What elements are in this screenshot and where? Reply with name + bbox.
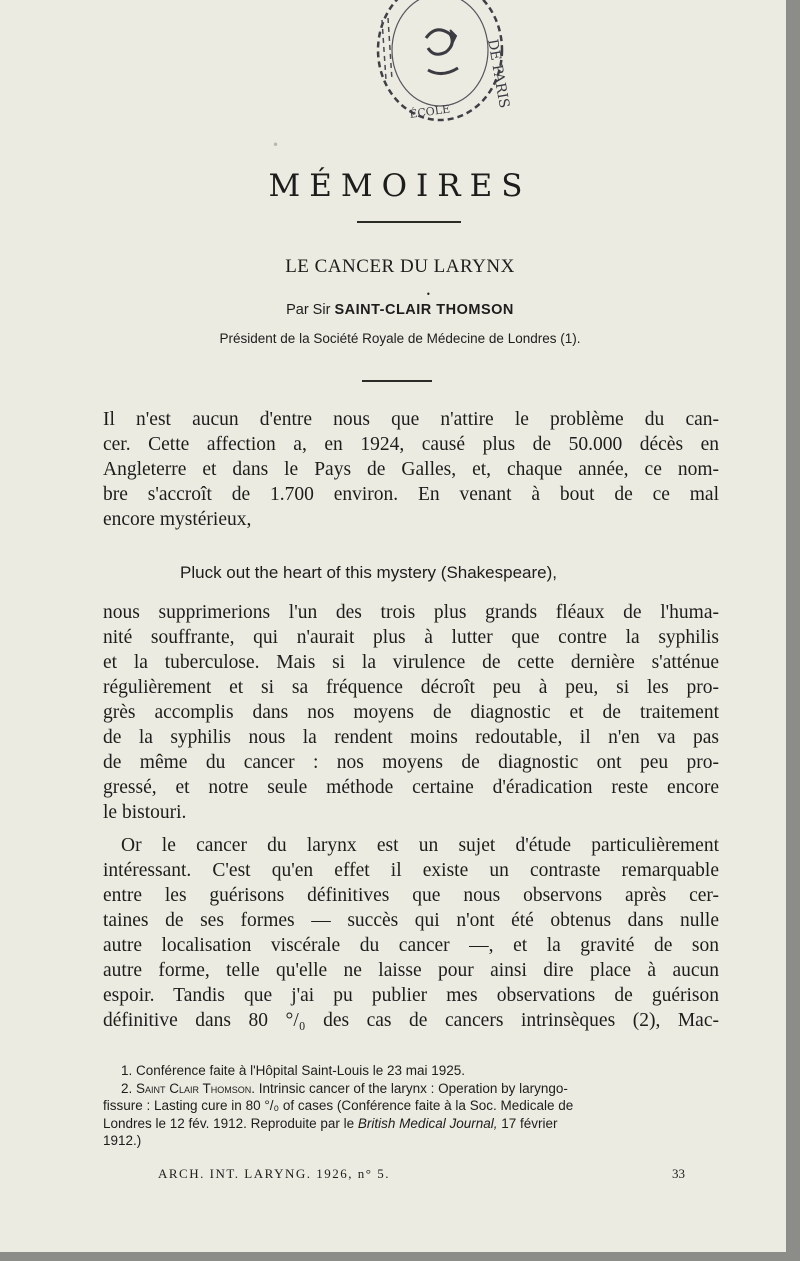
author-divider — [362, 380, 432, 382]
text-line: le bistouri. — [103, 802, 187, 823]
heading-divider — [357, 221, 461, 223]
footnotes — [103, 1062, 723, 1150]
text-line: grès accomplis dans nos moyens de diagnostic et de traitement — [103, 702, 719, 723]
dot-ornament: • — [426, 290, 431, 299]
author-prefix: Par Sir — [286, 302, 335, 318]
text-line: cer. Cette affection a, en 1924, causé plus de 50.000 décès en — [103, 434, 719, 455]
article-title: LE CANCER DU LARYNX — [285, 256, 515, 277]
text-line: espoir. Tandis que j'ai pu publier mes observations de guérison — [103, 985, 719, 1006]
page-number: 33 — [672, 1166, 685, 1181]
text-line: autre localisation viscérale du cancer —, et la gravité de son — [103, 935, 719, 956]
text-line: de même du cancer : nos moyens de diagnostic ont peu pro- — [103, 752, 719, 773]
author-line — [0, 302, 800, 318]
svg-text:DE PARIS: DE PARIS — [484, 37, 512, 110]
text-line: de la syphilis nous la rendent moins redoutable, il n'en va pas — [103, 727, 719, 748]
text-line: Il n'est aucun d'entre nous que n'attire le problème du can- — [103, 409, 719, 430]
text-line: entre les guérisons définitives que nous observons après cer- — [103, 885, 719, 906]
text-line: bre s'accroît de 1.700 environ. En venant à bout de ce mal — [103, 484, 719, 505]
footnote-2-text: Londres le 12 fév. 1912. Reproduite par le — [103, 1115, 358, 1131]
paragraph-2 — [103, 600, 719, 825]
text-line: régulièrement et si sa fréquence décroît peu à peu, si les pro- — [103, 677, 719, 698]
journal-reference: ARCH. INT. LARYNG. 1926, n° 5. — [158, 1166, 390, 1181]
text-line: et la tuberculose. Mais si la virulence de cette dernière s'atténue — [103, 652, 719, 673]
text-line: intéressant. C'est qu'en effet il existe un contraste remarquable — [103, 860, 719, 881]
svg-text:ÉCOLE: ÉCOLE — [408, 102, 451, 121]
text-line: autre forme, telle qu'elle ne laisse pour ainsi dire place à aucun — [103, 960, 719, 981]
shakespeare-quote: Pluck out the heart of this mystery (Shakespeare), — [180, 563, 558, 582]
footnote-2-line — [103, 1080, 723, 1098]
footnote-2-line: fissure : Lasting cure in 80 °/₀ of cases (Conférence faite à la Soc. Medicale de — [103, 1098, 574, 1113]
paper-speck: • — [272, 138, 280, 152]
footnote-2-line: 1912.) — [103, 1133, 142, 1148]
paragraph-3 — [103, 833, 719, 1033]
text-line: Angleterre et dans le Pays de Galles, et, chaque année, ce nom- — [103, 459, 719, 480]
author-name: SAINT-CLAIR THOMSON — [334, 302, 514, 318]
text-line: Or le cancer du larynx est un sujet d'étude particulièrement — [121, 835, 719, 856]
paragraph-1 — [103, 407, 719, 532]
author-affiliation: Président de la Société Royale de Médecine de Londres (1). — [219, 331, 581, 346]
stamp-seal-icon — [368, 0, 512, 130]
footnote-1: 1. Conférence faite à l'Hôpital Saint-Louis le 23 mai 1925. — [121, 1063, 466, 1078]
text-line: nous supprimerions l'un des trois plus grands fléaux de l'huma- — [103, 602, 719, 623]
footnote-2-text: Intrinsic cancer of the larynx : Operation by laryngo- — [255, 1080, 568, 1096]
text-line: taines de ses formes — succès qui n'ont été obtenus dans nulle — [103, 910, 719, 931]
text-line: définitive dans 80 °/₀ des cas de cancers intrinsèques (2), Mac- — [103, 1010, 719, 1031]
library-stamp — [368, 0, 512, 130]
footnote-2-line — [103, 1115, 723, 1133]
footnote-2-author: 2. Saint Clair Thomson. — [121, 1080, 256, 1096]
footnote-2-text: 17 février — [497, 1115, 558, 1131]
scan-edge — [786, 0, 800, 1261]
text-line: nité souffrante, qui n'aurait plus à lutter que contre la syphilis — [103, 627, 719, 648]
text-line: encore mystérieux, — [103, 509, 252, 530]
section-heading: MÉMOIRES — [268, 168, 532, 204]
text-line: gressé, et notre seule méthode certaine d'éradication reste encore — [103, 777, 719, 798]
journal-name: British Medical Journal, — [357, 1115, 498, 1131]
